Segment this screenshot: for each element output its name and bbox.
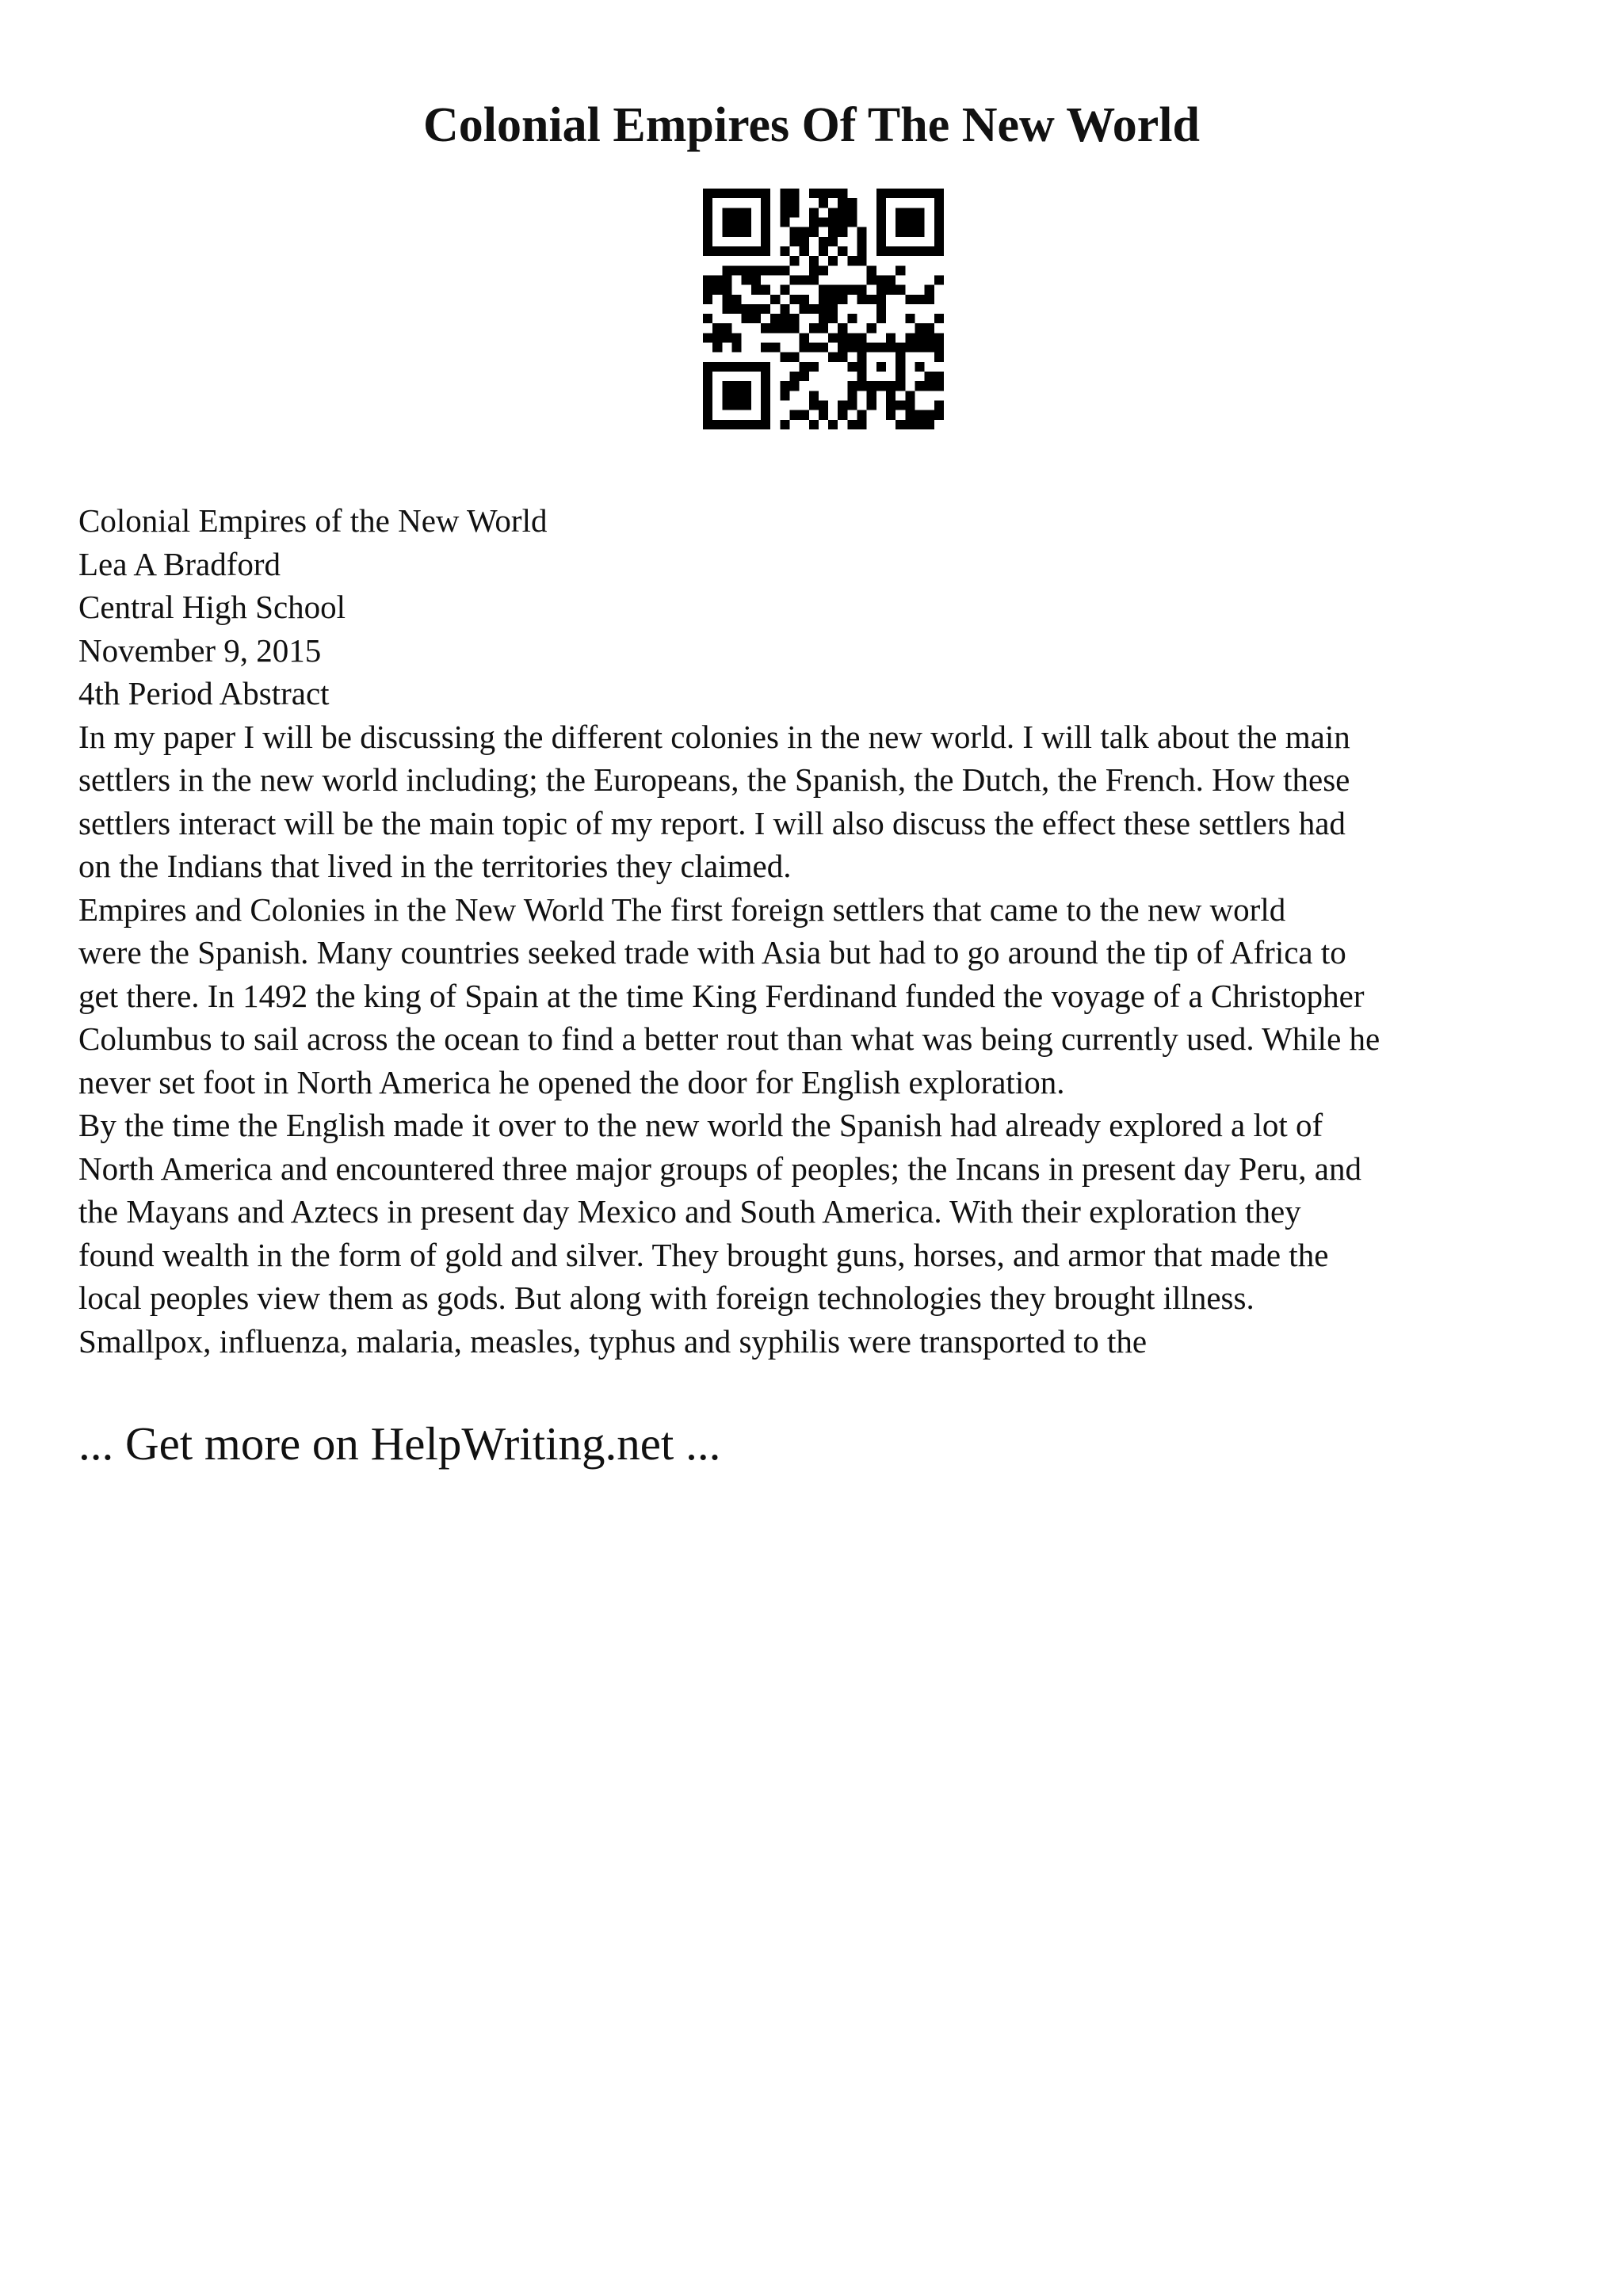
header-line-author: Lea A Bradford [78, 545, 281, 582]
get-more-link[interactable]: ... Get more on HelpWriting.net ... [78, 1417, 721, 1470]
paragraph-line: Empires and Colonies in the New World The first foreign settlers that came to the new world [78, 891, 1286, 928]
paragraph-line: Smallpox, influenza, malaria, measles, typhus and syphilis were transported to the [78, 1322, 1148, 1360]
paragraph-line: never set foot in North America he opened the door for English exploration. [78, 1063, 1065, 1100]
paragraph-line: settlers interact will be the main topic of my report. I will also discuss the effect these settlers had [78, 804, 1346, 841]
qr-code-icon [703, 189, 944, 429]
header-line-title: Colonial Empires of the New World [78, 502, 548, 539]
header-line-school: Central High School [78, 589, 346, 625]
paragraph-line: found wealth in the form of gold and silver. They brought guns, horses, and armor that made the [78, 1236, 1329, 1273]
paragraph-line: In my paper I will be discussing the different colonies in the new world. I will talk about the main [78, 718, 1350, 755]
paragraph-line: By the time the English made it over to the new world the Spanish had already explored a lot of [78, 1107, 1323, 1143]
paragraph-line: settlers in the new world including; the Europeans, the Spanish, the Dutch, the French. How these [78, 761, 1350, 798]
header-line-date: November 9, 2015 [78, 631, 322, 669]
document-body [78, 499, 1576, 1363]
paragraph-line: the Mayans and Aztecs in present day Mexico and South America. With their exploration they [78, 1193, 1301, 1230]
paragraph-line: get there. In 1492 the king of Spain at the time King Ferdinand funded the voyage of a Christopher [78, 977, 1365, 1014]
document-title: Colonial Empires Of The New World [422, 98, 1201, 152]
paragraph-line: North America and encountered three major groups of peoples; the Incans in present day Peru, and [78, 1150, 1361, 1187]
paragraph-line: were the Spanish. Many countries seeked trade with Asia but had to go around the tip of Africa to [78, 934, 1346, 971]
paragraph-line: on the Indians that lived in the territories they claimed. [78, 848, 792, 884]
paragraph-line: local peoples view them as gods. But along with foreign technologies they brought illness. [78, 1280, 1254, 1316]
header-line-period: 4th Period Abstract [78, 675, 330, 711]
paragraph-line: Columbus to sail across the ocean to find a better rout than what was being currently used. While he [78, 1020, 1381, 1057]
